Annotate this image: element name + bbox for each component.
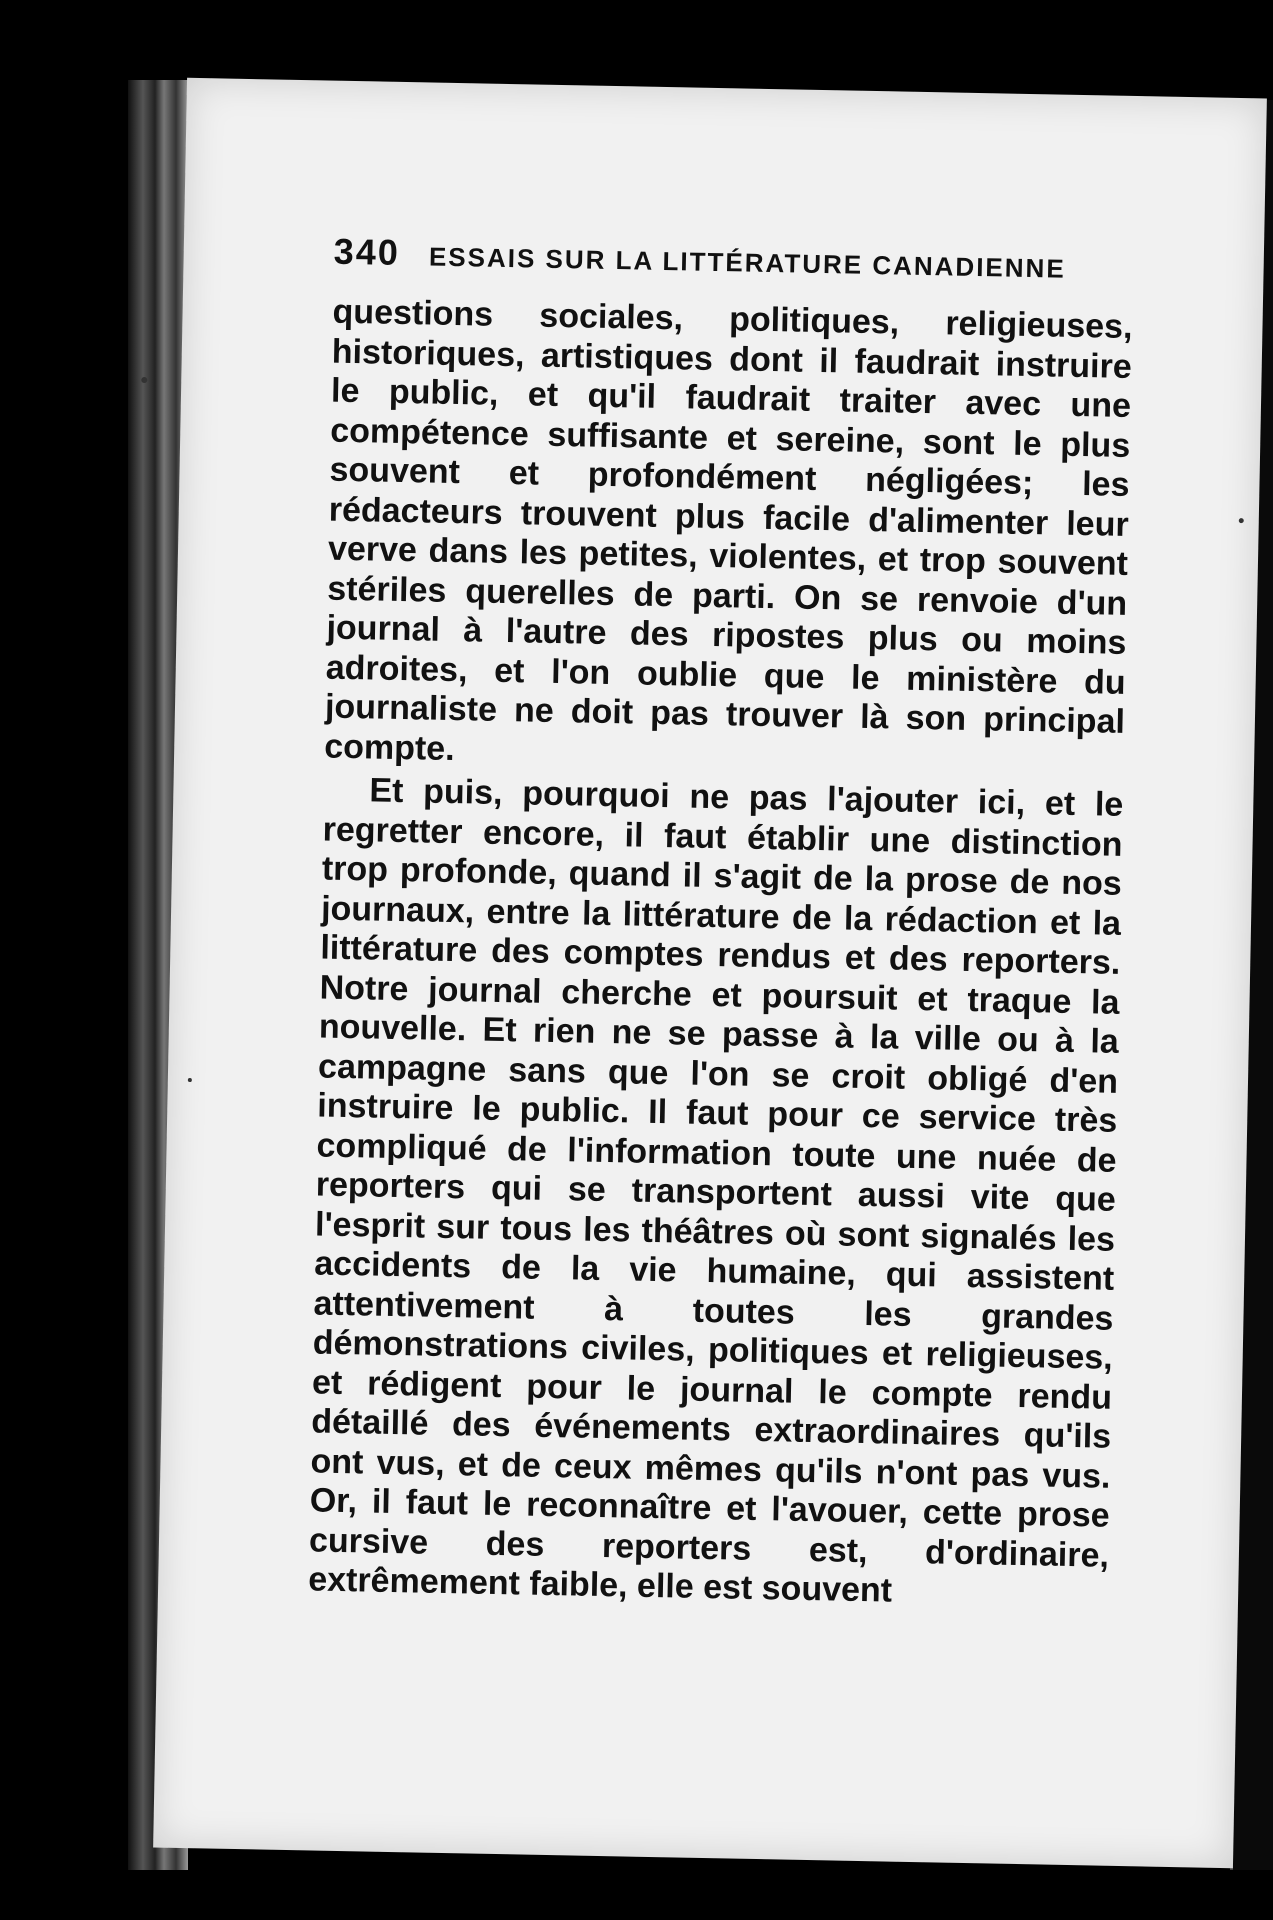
running-title: ESSAIS SUR LA LITTÉRATURE CANADIENNE (428, 241, 1066, 284)
body-text (308, 293, 1133, 1616)
scan-speck (1239, 518, 1244, 523)
scan-speck (141, 377, 147, 383)
book-page (153, 78, 1267, 1868)
paragraph: Et puis, pourquoi ne pas l'ajouter ici, et le regretter encore, il faut établir une distinction trop profonde, quand il s'agit de la prose de nos journaux, entre la littérature de la rédaction et la littérature des comptes rendus et des reporters. Notre journal cherche et poursuit et traque la nouvelle. Et rien ne se passe à la ville ou à la campagne sans que l'on se croit obligé d'en instruire le public. Il faut pour ce service très compliqué de l'information toute une nuée de reporters qui se transportent aussi vite que l'esprit sur tous les théâtres où sont signalés les accidents de la vie humaine, qui assistent attentivement à toutes les grandes démonstrations civiles, politiques et religieuses, et rédigent pour le journal le compte rendu détaillé des événements extraordinaires qu'ils ont vus, et de ceux mêmes qu'ils n'ont pas vus. Or, il faut le reconnaître et l'avouer, cette prose cursive des reporters est, d'ordinaire, extrêmement faible, elle est souvent (307, 771, 1124, 1610)
page-number: 340 (333, 230, 401, 273)
page-content (308, 231, 1134, 1616)
paragraph-continued: questions sociales, politiques, religieuses, historiques, artistiques dont il faudrait instruire le public, et qu'il faudrait traiter avec une compétence suffisante et sereine, sont le plus souvent et profondément négligées; les rédacteurs trouvent plus facile d'alimenter leur verve dans les petites, violentes, et trop souvent stériles querelles de parti. On se renvoie d'un journal à l'autre des ripostes plus ou moins adroites, et l'on oublie que le ministère du journaliste ne doit pas trouver là son principal compte. (323, 292, 1133, 768)
running-head (333, 231, 1134, 288)
scan-speck (188, 1078, 192, 1082)
